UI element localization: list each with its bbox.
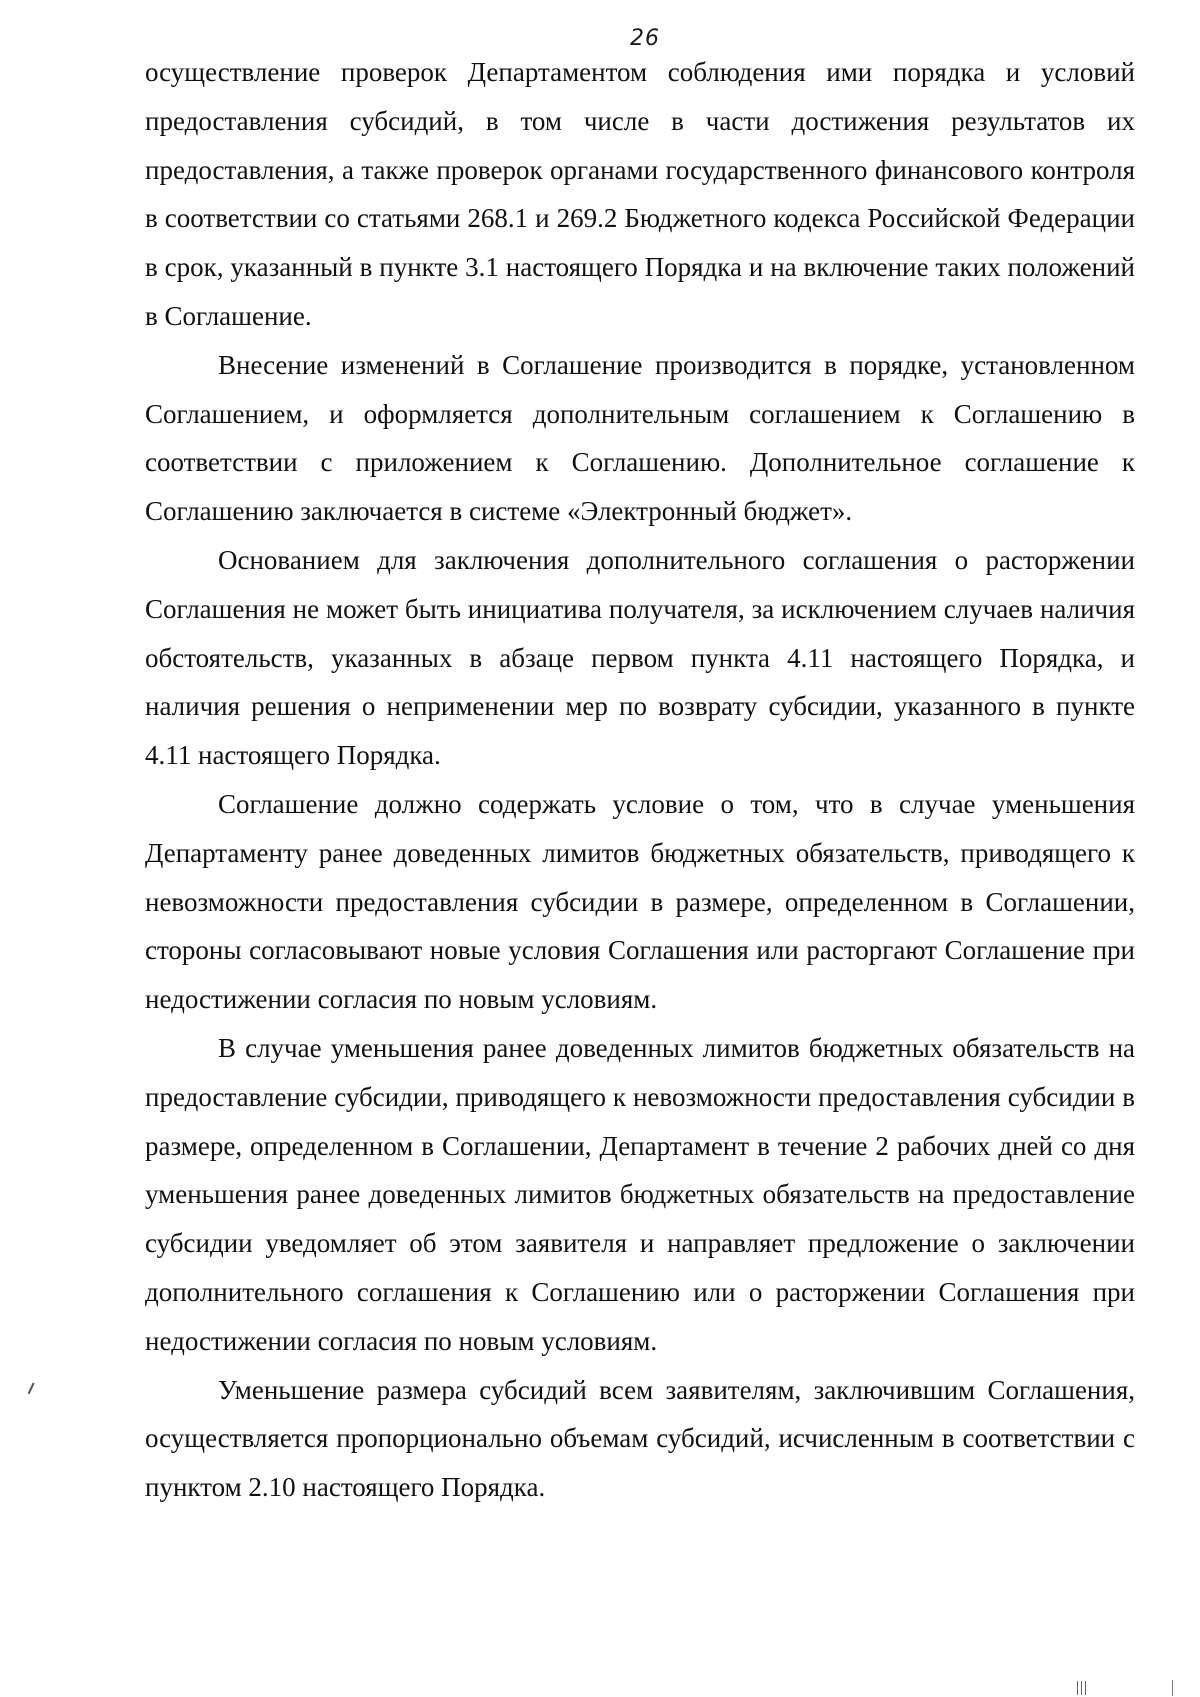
scan-artifact-line [1172, 1680, 1173, 1696]
paragraph-agreement-condition: Соглашение должно содержать условие о том, что в случае уменьшения Департаменту ранее доведенных лимитов бюджетных обязательств, приводящего к невозможности предоставления субсидии в размере, определенном в Соглашении, стороны согласовывают новые условия Соглашения или расторгают Соглашение при недостижении согласия по новым условиям. [145, 788, 1135, 1015]
paragraph-proportional-reduction: Уменьшение размера субсидий всем заявителям, заключившим Соглашения, осуществляется пропорционально объемам субсидий, исчисленным в соответствии с пунктом 2.10 настоящего Порядка. [145, 1374, 1135, 1503]
paragraph-termination-grounds: Основанием для заключения дополнительного соглашения о расторжении Соглашения не может быть инициатива получателя, за исключением случаев наличия обстоятельств, указанных в абзаце первом пункта 4.11 настоящего Порядка, и наличия решения о неприменении мер по возврату субсидии, указанного в пункте 4.11 настоящего Порядка. [145, 544, 1135, 771]
page-number: 26 [630, 26, 660, 51]
scan-artifact-mark [28, 1383, 38, 1396]
paragraph-limits-reduction: В случае уменьшения ранее доведенных лимитов бюджетных обязательств на предоставление субсидии, приводящего к невозможности предоставления субсидии в размере, определенном в Соглашении, Департамент в течение 2 рабочих дней со дня уменьшения ранее доведенных лимитов бюджетных обязательств на предоставление субсидии уведомляет об этом заявителя и направляет предложение о заключении дополнительного соглашения к Соглашению или о расторжении Соглашения при недостижении согласия по новым условиям. [145, 1032, 1135, 1356]
paragraph-amendments: Внесение изменений в Соглашение производится в порядке, установленном Соглашением, и оформляется дополнительным соглашением к Соглашению в соответствии с приложением к Соглашению. Дополнительное соглашение к Соглашению заключается в системе «Электронный бюджет». [145, 349, 1135, 527]
paragraph-continuation: осуществление проверок Департаментом соблюдения ими порядка и условий предоставления субсидий, в том числе в части достижения результатов их предоставления, а также проверок органами государственного финансового контроля в соответствии со статьями 268.1 и 269.2 Бюджетного кодекса Российской Федерации в срок, указанный в пункте 3.1 настоящего Порядка и на включение таких положений в Соглашение. [145, 57, 1135, 331]
document-body [145, 48, 1135, 1512]
scan-artifact-ticks [1077, 1680, 1107, 1697]
